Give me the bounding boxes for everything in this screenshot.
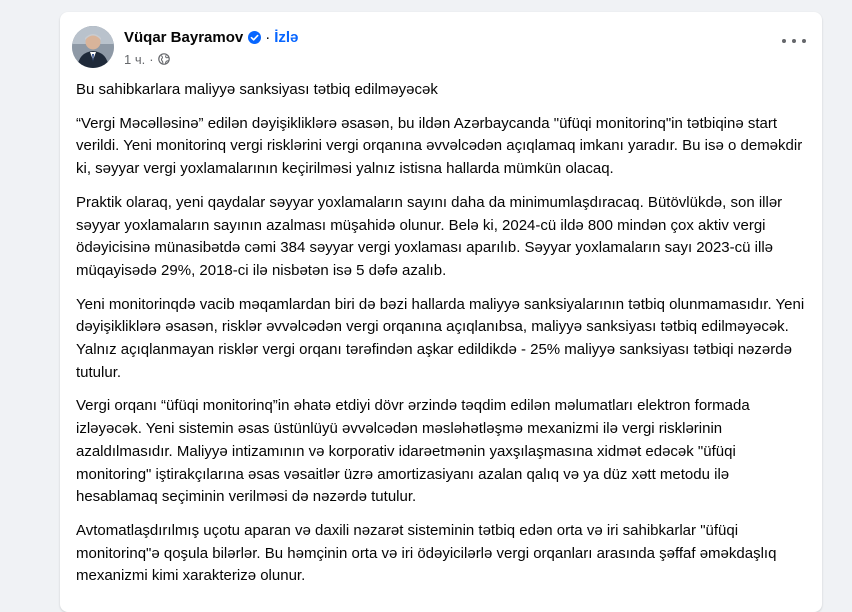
more-dot-icon (802, 39, 806, 43)
globe-icon[interactable] (158, 53, 170, 65)
post-paragraph: Praktik olaraq, yeni qaydalar səyyar yoxlamaların sayını daha da minimumlaşdıracaq. Bütövlükdə, son illər səyyar yoxlamaların sayının azalması müşahidə olunur. Belə ki, 2024-cü ildə 800 mindən çox aktiv vergi ödəyicisinə münasibətdə cəmi 384 səyyar vergi yoxlaması aparılıb. Səyyar yoxlamaların sayı 2023-cü illə müqayisədə 29%, 2018-ci ilə nisbətən isə 5 dəfə azalıb. (76, 193, 783, 279)
post-meta (124, 26, 524, 68)
follow-button[interactable]: İzlə (274, 28, 299, 46)
post-content (76, 79, 806, 599)
timestamp-separator: · (149, 51, 154, 67)
post-paragraph: Yeni monitorinqdə vacib məqamlardan biri də bəzi hallarda maliyyə sanksiyalarının tətbiq olunmamasıdır. Yeni dəyişikliklərə əsasən, risklər əvvəlcədən vergi orqanına açıqlanıbsa, maliyyə sanksiyası tətbiq edilməyəcək. Yalnız açıqlanmayan risklər vergi orqanı tərəfindən aşkar edildikdə - 25% maliyyə sanksiyası tətbiqi nəzərdə tutulur. (76, 295, 805, 381)
post-card (60, 12, 822, 612)
post-paragraph: Vergi orqanı “üfüqi monitorinq”in əhatə etdiyi dövr ərzində təqdim edilən məlumatları elektron formada izləyəcək. Yeni sistemin əsas üstünlüyü əvvəlcədən məsləhətləşmə mexanizmi ilə vergi risklərinin azaldılmasıdır. Maliyyə intizamının və korporativ idarəetmənin yaxşılaşmasına xidmət edəcək "üfüqi monitoring" iştirakçılarına əsas vəsaitlər üzrə amortizasiyanı azalan qalıq və ya düz xətt metodu ilə hesablamaq seçiminin verilməsi də nəzərdə tutulur. (76, 397, 750, 506)
more-dot-icon (792, 39, 796, 43)
separator-dot: · (265, 28, 271, 46)
verified-badge-icon (248, 31, 261, 44)
post-paragraph: “Vergi Məcəlləsinə” edilən dəyişikliklərə əsasən, bu ildən Azərbaycanda "üfüqi monitorinq"in tətbiqinə start verildi. Yeni monitorinq vergi risklərini vergi orqanına əvvəlcədən açıqlamaq imkanı yaradır. Bu isə o deməkdir ki, səyyar vergi yoxlamalarının keçirilməsi yalnız istisna hallarda mümkün olacaq. (76, 114, 803, 178)
avatar-photo-icon (72, 26, 114, 68)
author-line (124, 26, 524, 48)
author-name[interactable]: Vüqar Bayramov (124, 28, 244, 46)
timestamp[interactable]: 1 ч. (124, 51, 146, 67)
post-paragraph: Bu sahibkarlara maliyyə sanksiyası tətbiq edilməyəcək (76, 81, 438, 98)
timestamp-line (124, 50, 524, 68)
more-options-button[interactable] (782, 34, 806, 48)
post-paragraph: Avtomatlaşdırılmış uçotu aparan və daxili nəzarət sisteminin tətbiq edən orta və iri sahibkarlar "üfüqi monitorinq"ə qoşula bilərlər. Bu həmçinin orta və iri ödəyicilərlə vergi orqanları arasında şəffaf əməkdaşlıq mexanizmi kimi xarakterizə olunur. (76, 521, 777, 585)
avatar[interactable] (72, 26, 114, 68)
more-dot-icon (782, 39, 786, 43)
